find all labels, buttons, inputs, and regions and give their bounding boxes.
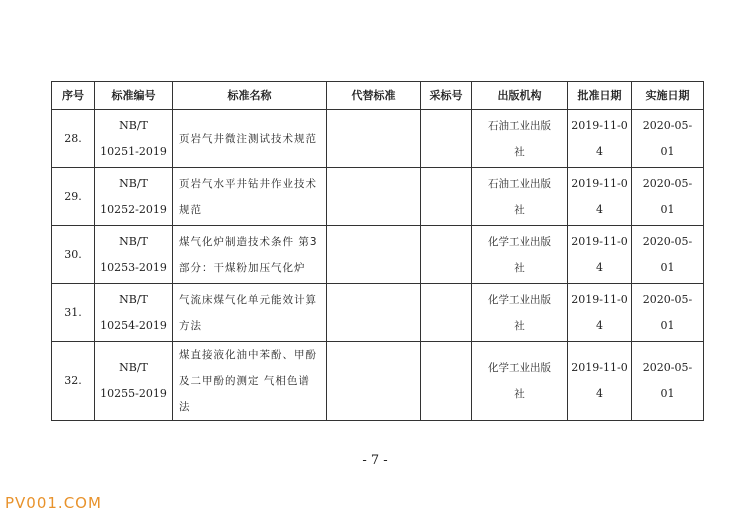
header-name: 标准名称: [173, 82, 327, 110]
cell-code-line: NB/T: [119, 361, 148, 374]
table-row: [52, 226, 704, 284]
cell-code-line: 10252-2019: [100, 202, 167, 216]
cell-code-line: NB/T: [119, 234, 148, 248]
cell-implemented-line: 2020-05-: [642, 292, 693, 306]
cell-implemented-line: 2020-05-: [642, 234, 693, 248]
cell-approved-line: 2019-11-0: [571, 118, 628, 132]
cell-publisher: [472, 284, 568, 342]
cell-seq: 28.: [52, 110, 95, 168]
cell-name: [173, 226, 327, 284]
cell-approved-line: 4: [596, 387, 603, 400]
cell-replaces: [327, 110, 421, 168]
cell-implemented: [632, 110, 704, 168]
header-code: 标准编号: [95, 82, 173, 110]
cell-code-line: NB/T: [119, 292, 148, 306]
header-implemented: 实施日期: [632, 82, 704, 110]
cell-replaces: [327, 342, 421, 421]
cell-approved-line: 2019-11-0: [571, 234, 628, 248]
cell-name: [173, 284, 327, 342]
cell-publisher-line: 社: [514, 261, 525, 274]
cell-publisher-line: 石油工业出版: [488, 177, 551, 190]
cell-name-line: 煤直接液化油中苯酚、甲酚: [179, 349, 317, 361]
cell-name-line: 法: [179, 401, 191, 413]
cell-implemented-line: 2020-05-: [642, 118, 693, 132]
cell-code: [95, 110, 173, 168]
cell-implemented-line: 01: [660, 144, 675, 158]
cell-approved-line: 2019-11-0: [571, 361, 628, 374]
cell-approved: [568, 284, 632, 342]
cell-adopted: [421, 284, 472, 342]
cell-implemented: [632, 284, 704, 342]
cell-publisher-line: 社: [514, 319, 525, 332]
cell-name: [173, 342, 327, 421]
cell-implemented-line: 2020-05-: [642, 361, 693, 374]
cell-seq: 30.: [52, 226, 95, 284]
cell-publisher-line: 化学工业出版: [488, 293, 551, 306]
cell-code: [95, 342, 173, 421]
cell-publisher-line: 石油工业出版: [488, 119, 551, 132]
cell-approved: [568, 342, 632, 421]
cell-replaces: [327, 226, 421, 284]
cell-seq: 32.: [52, 342, 95, 421]
cell-code-line: 10253-2019: [100, 260, 167, 274]
cell-approved-line: 4: [596, 144, 603, 158]
cell-name-line: 煤气化炉制造技术条件 第3: [179, 235, 318, 248]
cell-name-line: 规范: [179, 203, 202, 216]
cell-code-line: 10254-2019: [100, 318, 167, 332]
cell-adopted: [421, 342, 472, 421]
cell-implemented: [632, 168, 704, 226]
header-adopted: 采标号: [421, 82, 472, 110]
cell-publisher-line: 化学工业出版: [488, 235, 551, 248]
cell-publisher: [472, 342, 568, 421]
cell-replaces: [327, 168, 421, 226]
cell-approved: [568, 226, 632, 284]
cell-approved-line: 4: [596, 260, 603, 274]
cell-publisher-line: 化学工业出版: [488, 362, 551, 374]
cell-approved: [568, 110, 632, 168]
cell-implemented-line: 01: [660, 260, 675, 274]
cell-code: [95, 226, 173, 284]
table-row: [52, 168, 704, 226]
cell-name-line: 部分：干煤粉加压气化炉: [179, 261, 306, 274]
table-row: [52, 342, 704, 421]
cell-adopted: [421, 110, 472, 168]
table-header-row: [52, 82, 704, 110]
cell-name-line: 方法: [179, 319, 202, 332]
cell-publisher-line: 社: [514, 203, 525, 216]
header-seq: 序号: [52, 82, 95, 110]
cell-approved: [568, 168, 632, 226]
cell-approved-line: 2019-11-0: [571, 176, 628, 190]
cell-publisher: [472, 110, 568, 168]
cell-code-line: 10251-2019: [100, 144, 167, 158]
cell-implemented-line: 01: [660, 202, 675, 216]
cell-publisher-line: 社: [514, 388, 525, 400]
cell-seq: 31.: [52, 284, 95, 342]
cell-publisher: [472, 226, 568, 284]
cell-implemented-line: 01: [660, 318, 675, 332]
cell-adopted: [421, 226, 472, 284]
cell-adopted: [421, 168, 472, 226]
header-publisher: 出版机构: [472, 82, 568, 110]
cell-approved-line: 2019-11-0: [571, 292, 628, 306]
cell-name-line: 及二甲酚的测定 气相色谱: [179, 375, 310, 387]
cell-code: [95, 168, 173, 226]
table-row: [52, 110, 704, 168]
cell-name: [173, 110, 327, 168]
table-row: [52, 284, 704, 342]
cell-implemented: [632, 226, 704, 284]
cell-code-line: NB/T: [119, 176, 148, 190]
cell-approved-line: 4: [596, 318, 603, 332]
cell-code-line: NB/T: [119, 118, 148, 132]
cell-name-line: 气流床煤气化单元能效计算: [179, 293, 317, 306]
header-replaces: 代替标准: [327, 82, 421, 110]
cell-code-line: 10255-2019: [100, 387, 167, 400]
cell-code: [95, 284, 173, 342]
page-number: - 7 -: [362, 453, 388, 468]
cell-publisher: [472, 168, 568, 226]
cell-seq: 29.: [52, 168, 95, 226]
cell-name-line: 页岩气水平井钻井作业技术: [179, 177, 317, 190]
cell-implemented-line: 2020-05-: [642, 176, 693, 190]
standards-table: [51, 81, 704, 421]
cell-name-line: 页岩气井微注测试技术规范: [179, 132, 317, 145]
cell-name: [173, 168, 327, 226]
header-approved: 批准日期: [568, 82, 632, 110]
cell-publisher-line: 社: [514, 145, 525, 158]
cell-implemented-line: 01: [660, 387, 675, 400]
cell-replaces: [327, 284, 421, 342]
cell-approved-line: 4: [596, 202, 603, 216]
watermark: PV001.COM: [5, 494, 102, 512]
cell-implemented: [632, 342, 704, 421]
